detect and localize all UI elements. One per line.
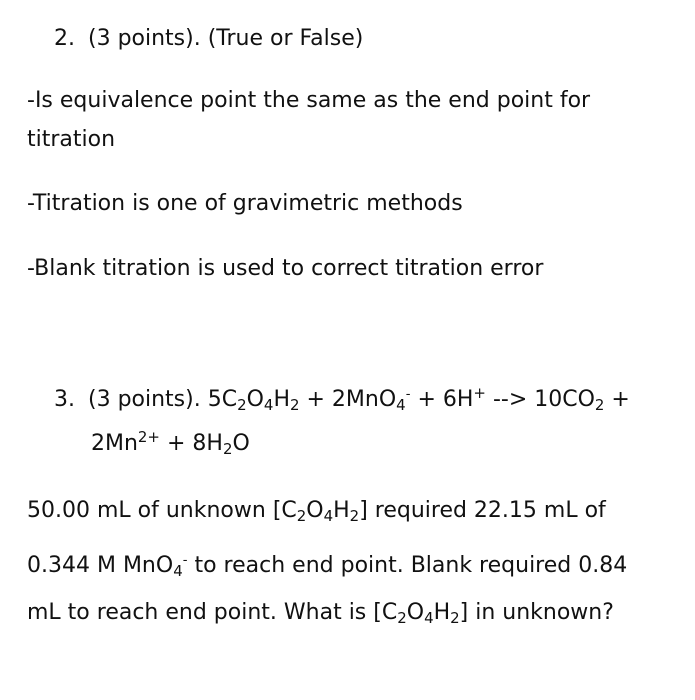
q2-header-text: (3 points). (True or False) — [88, 26, 364, 51]
q3-body-line3: mL to reach end point. What is $[C_2O_4H_2]$ in unknown? — [27, 600, 614, 628]
q3-header — [54, 383, 630, 415]
q2-statement-2: -Titration is one of gravimetric methods — [27, 191, 463, 216]
q3-equation-line2: $2Mn^{2+} + 8H_2O$ — [91, 427, 250, 459]
q2-statement-1-cont: titration — [27, 127, 116, 152]
q2-statement-3: -Blank titration is used to correct titration error — [27, 256, 544, 281]
q3-number: 3. — [54, 387, 75, 412]
q3-header-text: (3 points). — [88, 387, 201, 412]
q2-header — [54, 28, 363, 50]
q2-statement-1: -Is equivalence point the same as the end point for — [27, 88, 591, 113]
q3-body-line2: 0.344 M MnO$_4$- to reach end point. Blank required 0.84 — [27, 553, 628, 581]
q2-number: 2. — [54, 26, 75, 51]
q3-equation-line1: $5C_2O_4H_2 + 2MnO_4^- + 6H^+$ --> $10CO_2$ + — [207, 383, 630, 415]
q3-body-line1: 50.00 mL of unknown $[C_2O_4H_2]$ required 22.15 mL of — [27, 498, 606, 526]
